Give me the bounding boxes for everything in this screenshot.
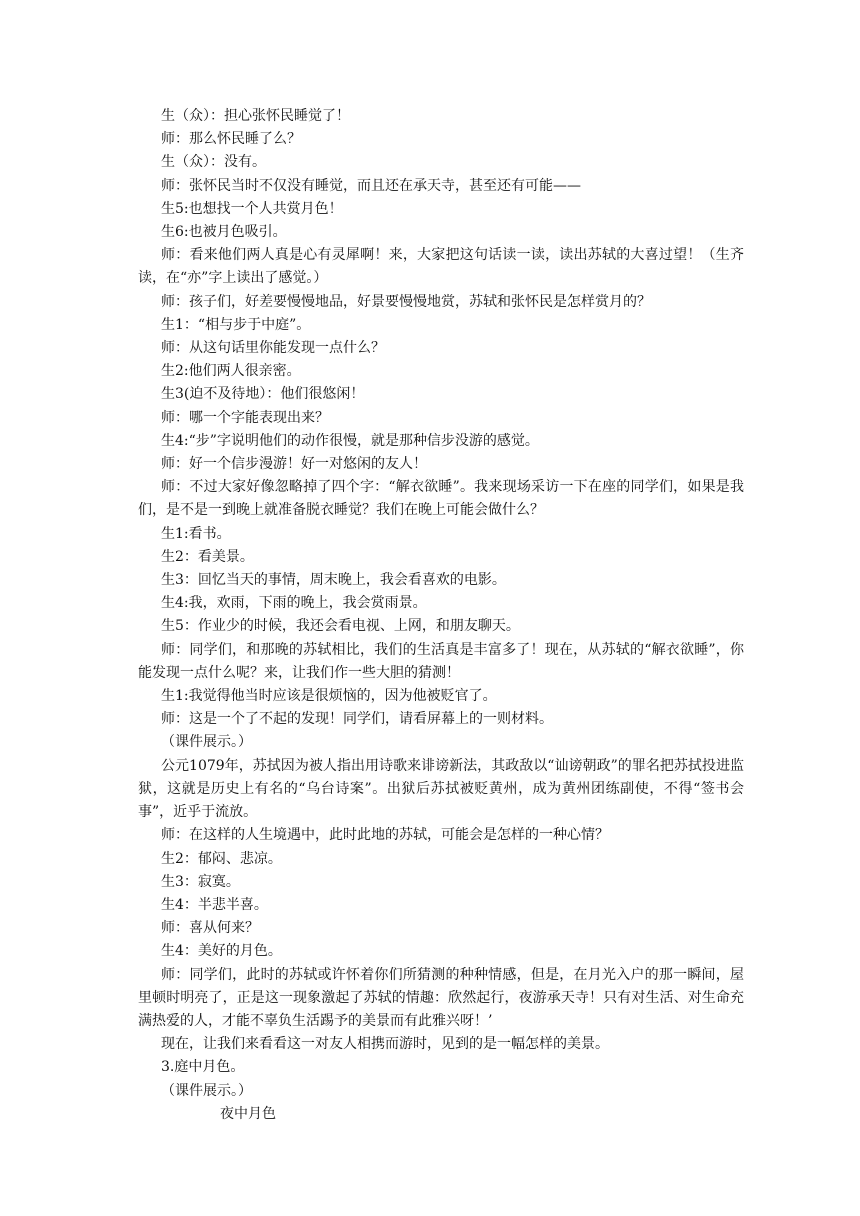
paragraph-6: 生6:也被月色吸引。 [161,224,287,241]
paragraph-14: 生4:“步”字说明他们的动作很慢，就是那种信步没游的感觉。 [161,432,539,449]
paragraph-37: 夜中月色 [220,1105,276,1122]
paragraph-29: 生3：寂寞。 [161,873,240,890]
paragraph-28: 生2：郁闷、悲凉。 [161,850,282,867]
paragraph-12: 生3(迫不及待地）：他们很悠闲！ [161,386,365,403]
paragraph-3: 生（众）：没有。 [161,154,266,171]
paragraph-23: 生1:我觉得他当时应该是很烦恼的，因为他被贬官了。 [161,688,497,705]
document-page [138,105,744,1126]
paragraph-10: 师：从这句话里你能发现一点什么？ [161,340,385,357]
paragraph-5: 生5:也想找一个人共赏月色！ [161,200,343,217]
paragraph-30: 生4：半悲半喜。 [161,896,268,913]
paragraph-1: 生（众）：担心张怀民睡觉了！ [161,108,350,124]
paragraph-24: 师：这是一个了不起的发现！同学们，请看屏幕上的一则材料。 [161,711,553,728]
paragraph-4: 师：张怀民当时不仅没有睡觉，而且还在承天寺，甚至还有可能—— [161,177,581,194]
paragraph-13: 师：哪一个字能表现出来？ [161,409,329,426]
paragraph-21: 生5：作业少的时候，我还会看电视、上网，和朋友聊天。 [161,618,520,635]
paragraph-36: （课件展示。） [161,1082,252,1099]
paragraph-33: 师：同学们，此时的苏轼或许怀着你们所猜测的种种情感，但是，在月光入户的那一瞬间，屋里顿时明亮了，正是这一现象激起了苏轼的情趣：欣然起行，夜游承天寺！只有对生活、对生命充满热爱的人，才能不辜负生活踢予的美景而有此雅兴呀！’ [138,966,744,1029]
paragraph-18: 生2：看美景。 [161,548,254,565]
paragraph-31: 师：喜从何来？ [161,920,259,937]
paragraph-22: 师：同学们，和那晚的苏轼相比，我们的生活真是丰富多了！现在，从苏轼的“解衣欲睡”，你能发现一点什么呢？来，让我们作一些大胆的猜测！ [138,641,744,681]
paragraph-17: 生1:看书。 [161,525,231,542]
paragraph-32: 生4：美好的月色。 [161,943,282,960]
paragraph-26: 公元1079年，苏拭因为被人指出用诗歌来诽谤新法，其政敌以“讪谤朝政”的罪名把苏拭投进监狱，这就是历史上有名的“乌台诗案”。出狱后苏拭被贬黄州，成为黄州团练副使，不得“签书会事”，近乎于流放。 [138,757,744,821]
paragraph-35: 3.庭中月色。 [161,1059,245,1076]
paragraph-8: 师：孩子们，好差要慢慢地品，好景要慢慢地赏，苏轼和张怀民是怎样赏月的？ [161,293,651,310]
paragraph-9: 生1：“相与步于中庭”。 [161,316,311,333]
paragraph-27: 师：在这样的人生境遇中，此时此地的苏轼，可能会是怎样的一种心情？ [161,827,609,844]
paragraph-7: 师：看来他们两人真是心有灵犀啊！来，大家把这句话读一读，读出苏轼的大喜过望！（生齐读，在“亦”字上读出了感觉。） [138,247,744,287]
paragraph-15: 师：好一个信步漫游！好一对悠闲的友人！ [161,456,427,473]
paragraph-20: 生4:我，欢雨，下雨的晚上，我会赏雨景。 [161,595,427,612]
paragraph-16: 师：不过大家好像忽略掉了四个字：“解衣欲睡”。我来现场采访一下在座的同学们，如果是我们，是不是一到晚上就准备脱衣睡觉？我们在晚上可能会做什么？ [138,479,744,519]
paragraph-34: 现在，让我们来看看这一对友人相携而游时，见到的是一幅怎样的美景。 [161,1036,609,1053]
paragraph-19: 生3：回忆当天的事情，周末晚上，我会看喜欢的电影。 [161,572,506,589]
paragraph-11: 生2:他们两人很亲密。 [161,363,301,380]
paragraph-2: 师：那么怀民睡了么？ [161,131,301,148]
paragraph-25: （课件展示。） [161,734,252,751]
